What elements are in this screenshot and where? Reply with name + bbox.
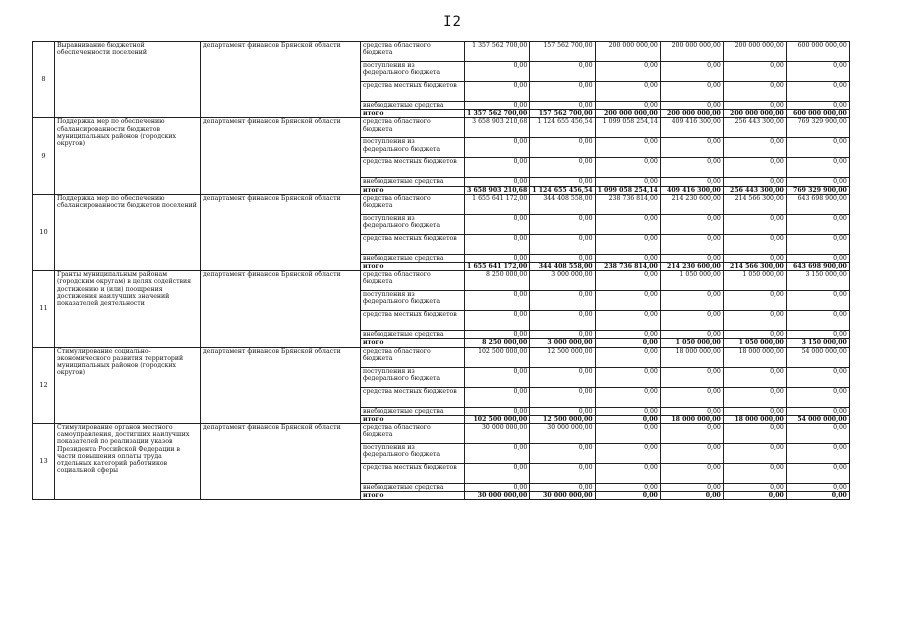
amount-cell: 0,00 (465, 158, 530, 178)
amount-cell: 0,00 (660, 464, 723, 484)
amount-cell: 0,00 (595, 271, 660, 291)
amount-cell: 0,00 (595, 158, 660, 178)
amount-cell: 643 698 900,00 (786, 263, 849, 271)
amount-cell: 0,00 (595, 387, 660, 407)
amount-cell: 409 416 300,00 (660, 118, 723, 138)
amount-cell: 12 500 000,00 (530, 415, 595, 423)
amount-cell: 0,00 (660, 367, 723, 387)
amount-cell: 200 000 000,00 (723, 110, 786, 118)
amount-cell: 3 658 903 210,68 (465, 118, 530, 138)
amount-cell: 0,00 (530, 407, 595, 415)
amount-cell: 0,00 (595, 311, 660, 331)
amount-cell: 0,00 (595, 339, 660, 347)
amount-cell: 769 329 900,00 (786, 186, 849, 194)
funding-source: средства областного бюджета (361, 424, 465, 444)
funding-source: поступления из федерального бюджета (361, 444, 465, 464)
amount-cell: 0,00 (530, 291, 595, 311)
amount-cell: 0,00 (595, 424, 660, 444)
amount-cell: 1 099 058 254,14 (595, 118, 660, 138)
amount-cell: 0,00 (465, 254, 530, 262)
row-index: 9 (33, 118, 55, 194)
amount-cell: 0,00 (465, 331, 530, 339)
amount-cell: 0,00 (465, 407, 530, 415)
amount-cell: 0,00 (660, 62, 723, 82)
amount-cell: 214 566 300,00 (723, 194, 786, 214)
amount-cell: 0,00 (723, 311, 786, 331)
amount-cell: 1 124 655 456,54 (530, 118, 595, 138)
amount-cell: 0,00 (723, 387, 786, 407)
row-index: 8 (33, 42, 55, 118)
amount-cell: 8 250 000,00 (465, 271, 530, 291)
amount-cell: 0,00 (660, 158, 723, 178)
amount-cell: 0,00 (465, 214, 530, 234)
row-index: 11 (33, 271, 55, 347)
amount-cell: 18 000 000,00 (723, 347, 786, 367)
amount-cell: 0,00 (465, 62, 530, 82)
amount-cell: 0,00 (786, 367, 849, 387)
amount-cell: 54 000 000,00 (786, 415, 849, 423)
funding-source: внебюджетные средства (361, 407, 465, 415)
amount-cell: 0,00 (595, 444, 660, 464)
amount-cell: 0,00 (660, 234, 723, 254)
funding-source: итого (361, 339, 465, 347)
amount-cell: 0,00 (595, 254, 660, 262)
amount-cell: 18 000 000,00 (660, 347, 723, 367)
amount-cell: 0,00 (595, 291, 660, 311)
amount-cell: 1 050 000,00 (723, 339, 786, 347)
amount-cell: 344 408 558,00 (530, 194, 595, 214)
row-index: 10 (33, 194, 55, 270)
funding-source: средства областного бюджета (361, 271, 465, 291)
amount-cell: 0,00 (595, 367, 660, 387)
amount-cell: 0,00 (595, 464, 660, 484)
amount-cell: 18 000 000,00 (723, 415, 786, 423)
amount-cell: 0,00 (786, 311, 849, 331)
amount-cell: 0,00 (595, 331, 660, 339)
amount-cell: 0,00 (786, 102, 849, 110)
amount-cell: 256 443 300,00 (723, 118, 786, 138)
amount-cell: 0,00 (723, 291, 786, 311)
amount-cell: 0,00 (660, 424, 723, 444)
amount-cell: 30 000 000,00 (465, 492, 530, 500)
amount-cell: 0,00 (723, 234, 786, 254)
amount-cell: 0,00 (660, 214, 723, 234)
amount-cell: 0,00 (786, 407, 849, 415)
responsible-executor: департамент финансов Брянской области (201, 42, 361, 118)
funding-source: внебюджетные средства (361, 178, 465, 186)
amount-cell: 214 566 300,00 (723, 263, 786, 271)
amount-cell: 0,00 (786, 444, 849, 464)
amount-cell: 0,00 (660, 254, 723, 262)
amount-cell: 1 050 000,00 (723, 271, 786, 291)
responsible-executor: департамент финансов Брянской области (201, 118, 361, 194)
funding-source: внебюджетные средства (361, 102, 465, 110)
amount-cell: 0,00 (530, 102, 595, 110)
amount-cell: 0,00 (530, 214, 595, 234)
amount-cell: 0,00 (786, 62, 849, 82)
amount-cell: 643 698 900,00 (786, 194, 849, 214)
measure-name: Поддержка мер по обеспечению сбалансированности бюджетов муниципальных районов (городских округов) (55, 118, 201, 194)
funding-source: итого (361, 415, 465, 423)
amount-cell: 769 329 900,00 (786, 118, 849, 138)
amount-cell: 0,00 (660, 444, 723, 464)
amount-cell: 1 124 655 456,54 (530, 186, 595, 194)
amount-cell: 0,00 (530, 254, 595, 262)
amount-cell: 0,00 (723, 492, 786, 500)
amount-cell: 0,00 (530, 387, 595, 407)
amount-cell: 0,00 (786, 178, 849, 186)
amount-cell: 0,00 (465, 367, 530, 387)
amount-cell: 0,00 (530, 464, 595, 484)
amount-cell: 0,00 (595, 178, 660, 186)
responsible-executor: департамент финансов Брянской области (201, 271, 361, 347)
amount-cell: 0,00 (530, 444, 595, 464)
amount-cell: 0,00 (595, 407, 660, 415)
amount-cell: 0,00 (786, 82, 849, 102)
amount-cell: 0,00 (786, 158, 849, 178)
amount-cell: 102 500 000,00 (465, 347, 530, 367)
responsible-executor: департамент финансов Брянской области (201, 347, 361, 423)
amount-cell: 1 357 562 700,00 (465, 110, 530, 118)
amount-cell: 0,00 (723, 102, 786, 110)
amount-cell: 0,00 (786, 464, 849, 484)
amount-cell: 0,00 (530, 367, 595, 387)
amount-cell: 0,00 (660, 331, 723, 339)
amount-cell: 54 000 000,00 (786, 347, 849, 367)
amount-cell: 102 500 000,00 (465, 415, 530, 423)
amount-cell: 0,00 (465, 291, 530, 311)
amount-cell: 0,00 (595, 138, 660, 158)
amount-cell: 0,00 (786, 254, 849, 262)
amount-cell: 0,00 (786, 138, 849, 158)
amount-cell: 0,00 (723, 254, 786, 262)
amount-cell: 214 230 600,00 (660, 263, 723, 271)
amount-cell: 0,00 (723, 444, 786, 464)
amount-cell: 0,00 (595, 234, 660, 254)
row-index: 12 (33, 347, 55, 423)
amount-cell: 0,00 (595, 62, 660, 82)
amount-cell: 256 443 300,00 (723, 186, 786, 194)
amount-cell: 0,00 (660, 311, 723, 331)
amount-cell: 0,00 (530, 484, 595, 492)
amount-cell: 0,00 (660, 387, 723, 407)
measure-name: Стимулирование органов местного самоуправления, достигших наилучших показателей по реализации указов Президента Российской Федерации в части повышения оплаты труда отдельных категорий работников социальной сферы (55, 424, 201, 500)
amount-cell: 3 000 000,00 (530, 339, 595, 347)
amount-cell: 0,00 (723, 214, 786, 234)
table-row (33, 347, 850, 367)
amount-cell: 0,00 (786, 234, 849, 254)
amount-cell: 0,00 (660, 102, 723, 110)
amount-cell: 200 000 000,00 (660, 110, 723, 118)
amount-cell: 1 099 058 254,14 (595, 186, 660, 194)
amount-cell: 0,00 (595, 82, 660, 102)
amount-cell: 3 150 000,00 (786, 339, 849, 347)
amount-cell: 1 050 000,00 (660, 271, 723, 291)
funding-source: средства областного бюджета (361, 42, 465, 62)
amount-cell: 0,00 (465, 464, 530, 484)
amount-cell: 1 655 641 172,00 (465, 263, 530, 271)
amount-cell: 0,00 (660, 178, 723, 186)
amount-cell: 1 050 000,00 (660, 339, 723, 347)
amount-cell: 157 562 700,00 (530, 110, 595, 118)
amount-cell: 0,00 (723, 158, 786, 178)
amount-cell: 0,00 (723, 331, 786, 339)
amount-cell: 0,00 (723, 464, 786, 484)
amount-cell: 3 150 000,00 (786, 271, 849, 291)
page-number: I2 (443, 14, 462, 30)
funding-source: поступления из федерального бюджета (361, 367, 465, 387)
amount-cell: 3 000 000,00 (530, 271, 595, 291)
amount-cell: 238 736 814,00 (595, 194, 660, 214)
amount-cell: 0,00 (530, 178, 595, 186)
amount-cell: 1 655 641 172,00 (465, 194, 530, 214)
funding-source: внебюджетные средства (361, 484, 465, 492)
amount-cell: 0,00 (465, 444, 530, 464)
amount-cell: 600 000 000,00 (786, 42, 849, 62)
amount-cell: 0,00 (465, 102, 530, 110)
amount-cell: 600 000 000,00 (786, 110, 849, 118)
measure-name: Гранты муниципальным районам (городским округам) в целях содействия достижению и (или) поощрения достижения наилучших значений показателей деятельности (55, 271, 201, 347)
amount-cell: 18 000 000,00 (660, 415, 723, 423)
amount-cell: 30 000 000,00 (530, 424, 595, 444)
amount-cell: 0,00 (660, 407, 723, 415)
amount-cell: 0,00 (660, 484, 723, 492)
funding-source: внебюджетные средства (361, 254, 465, 262)
amount-cell: 0,00 (660, 82, 723, 102)
amount-cell: 157 562 700,00 (530, 42, 595, 62)
amount-cell: 0,00 (723, 138, 786, 158)
funding-source: средства местных бюджетов (361, 82, 465, 102)
amount-cell: 409 416 300,00 (660, 186, 723, 194)
amount-cell: 0,00 (660, 138, 723, 158)
amount-cell: 0,00 (723, 407, 786, 415)
measure-name: Поддержка мер по обеспечению сбалансированности бюджетов поселений (55, 194, 201, 270)
amount-cell: 0,00 (465, 387, 530, 407)
funding-source: поступления из федерального бюджета (361, 291, 465, 311)
amount-cell: 0,00 (465, 138, 530, 158)
amount-cell: 0,00 (660, 291, 723, 311)
amount-cell: 0,00 (595, 492, 660, 500)
amount-cell: 214 230 600,00 (660, 194, 723, 214)
table-row (33, 424, 850, 444)
amount-cell: 12 500 000,00 (530, 347, 595, 367)
amount-cell: 0,00 (530, 138, 595, 158)
amount-cell: 3 658 903 210,68 (465, 186, 530, 194)
funding-source: средства местных бюджетов (361, 158, 465, 178)
funding-source: итого (361, 186, 465, 194)
amount-cell: 200 000 000,00 (595, 42, 660, 62)
amount-cell: 8 250 000,00 (465, 339, 530, 347)
funding-source: поступления из федерального бюджета (361, 138, 465, 158)
budget-table (32, 41, 850, 500)
amount-cell: 0,00 (595, 415, 660, 423)
amount-cell: 0,00 (595, 102, 660, 110)
amount-cell: 238 736 814,00 (595, 263, 660, 271)
amount-cell: 0,00 (723, 367, 786, 387)
amount-cell: 1 357 562 700,00 (465, 42, 530, 62)
amount-cell: 344 408 558,00 (530, 263, 595, 271)
amount-cell: 0,00 (786, 331, 849, 339)
amount-cell: 0,00 (723, 424, 786, 444)
funding-source: средства местных бюджетов (361, 464, 465, 484)
amount-cell: 0,00 (465, 484, 530, 492)
amount-cell: 0,00 (465, 234, 530, 254)
responsible-executor: департамент финансов Брянской области (201, 424, 361, 500)
amount-cell: 0,00 (786, 484, 849, 492)
table-row (33, 118, 850, 138)
row-index: 13 (33, 424, 55, 500)
funding-source: средства местных бюджетов (361, 387, 465, 407)
amount-cell: 0,00 (530, 62, 595, 82)
amount-cell: 30 000 000,00 (530, 492, 595, 500)
amount-cell: 0,00 (723, 62, 786, 82)
amount-cell: 200 000 000,00 (595, 110, 660, 118)
funding-source: средства местных бюджетов (361, 234, 465, 254)
amount-cell: 0,00 (723, 178, 786, 186)
funding-source: итого (361, 110, 465, 118)
amount-cell: 0,00 (786, 387, 849, 407)
amount-cell: 200 000 000,00 (660, 42, 723, 62)
funding-source: внебюджетные средства (361, 331, 465, 339)
amount-cell: 0,00 (530, 158, 595, 178)
amount-cell: 30 000 000,00 (465, 424, 530, 444)
funding-source: поступления из федерального бюджета (361, 62, 465, 82)
measure-name: Выравнивание бюджетной обеспеченности поселений (55, 42, 201, 118)
funding-source: поступления из федерального бюджета (361, 214, 465, 234)
responsible-executor: департамент финансов Брянской области (201, 194, 361, 270)
table-row (33, 194, 850, 214)
funding-source: итого (361, 263, 465, 271)
amount-cell: 0,00 (723, 484, 786, 492)
amount-cell: 0,00 (530, 82, 595, 102)
table-row (33, 42, 850, 62)
funding-source: средства местных бюджетов (361, 311, 465, 331)
table-row (33, 271, 850, 291)
amount-cell: 0,00 (530, 311, 595, 331)
funding-source: средства областного бюджета (361, 118, 465, 138)
measure-name: Стимулирование социально-экономического развития территорий муниципальных районов (городских округов) (55, 347, 201, 423)
funding-source: итого (361, 492, 465, 500)
amount-cell: 0,00 (465, 311, 530, 331)
funding-source: средства областного бюджета (361, 194, 465, 214)
amount-cell: 0,00 (786, 492, 849, 500)
amount-cell: 0,00 (786, 424, 849, 444)
amount-cell: 0,00 (786, 214, 849, 234)
amount-cell: 0,00 (786, 291, 849, 311)
amount-cell: 0,00 (465, 178, 530, 186)
amount-cell: 0,00 (530, 331, 595, 339)
amount-cell: 0,00 (465, 82, 530, 102)
amount-cell: 0,00 (595, 214, 660, 234)
amount-cell: 0,00 (530, 234, 595, 254)
amount-cell: 200 000 000,00 (723, 42, 786, 62)
amount-cell: 0,00 (723, 82, 786, 102)
amount-cell: 0,00 (660, 492, 723, 500)
amount-cell: 0,00 (595, 347, 660, 367)
funding-source: средства областного бюджета (361, 347, 465, 367)
amount-cell: 0,00 (595, 484, 660, 492)
